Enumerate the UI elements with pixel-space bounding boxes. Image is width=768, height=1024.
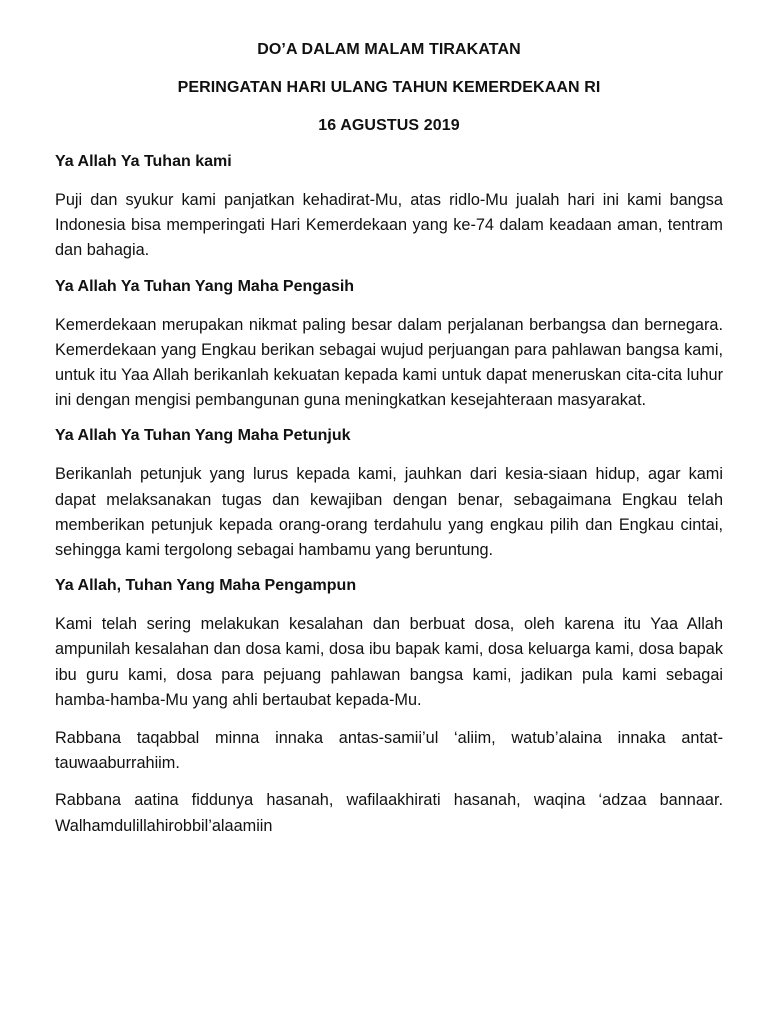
section-heading: Ya Allah Ya Tuhan Yang Maha Pengasih <box>55 277 355 295</box>
section-heading: Ya Allah Ya Tuhan kami <box>55 153 232 170</box>
section-paragraph: Puji dan syukur kami panjatkan kehadirat-Mu, atas ridlo-Mu jualah hari ini kami bangsa Indonesia bisa memperingati Hari Kemerdekaan yang ke-74 dalam keadaan aman, tentram dan bahagia. <box>55 191 723 260</box>
section-paragraph: Berikanlah petunjuk yang lurus kepada kami, jauhkan dari kesia-siaan hidup, agar kami dapat melaksanakan tugas dan kewajiban dengan benar, sebagaimana Engkau telah memberikan petunjuk kepada orang-orang terdahulu yang engkau pilih dan Engkau cintai, sehingga kami tergolong sebagai hambamu yang beruntung. <box>55 465 723 560</box>
section-paragraph: Kemerdekaan merupakan nikmat paling besar dalam perjalanan berbangsa dan bernegara. Kemerdekaan yang Engkau berikan sebagai wujud perjuangan para pahlawan bangsa kami, untuk itu Yaa Allah berikanlah kekuatan kepada kami untuk dapat meneruskan cita-cita luhur ini dengan mengisi pembangunan guna meningkatkan kesejahteraan masyarakat. <box>55 315 723 410</box>
closing-prayer: Rabbana aatina fiddunya hasanah, wafilaakhirati hasanah, waqina ‘adzaa bannaar. Walhamdulillahirobbil’alaamiin <box>55 791 723 835</box>
document-date: 16 AGUSTUS 2019 <box>318 117 460 134</box>
document-page <box>55 40 723 851</box>
document-subtitle: PERINGATAN HARI ULANG TAHUN KEMERDEKAAN RI <box>177 79 601 96</box>
section-paragraph: Kami telah sering melakukan kesalahan dan berbuat dosa, oleh karena itu Yaa Allah ampunilah kesalahan dan dosa kami, dosa ibu bapak kami, dosa keluarga kami, dosa bapak ibu guru kami, dosa para pejuang pahlawan bangsa kami, jadikan pula kami sebagai hamba-hamba-Mu yang ahli bertaubat kepada-Mu. <box>55 615 723 709</box>
section-heading: Ya Allah, Tuhan Yang Maha Pengampun <box>55 577 357 595</box>
closing-prayer: Rabbana taqabbal minna innaka antas-samii’ul ‘aliim, watub’alaina innaka antat-tauwaaburrahiim. <box>55 729 723 773</box>
section-heading: Ya Allah Ya Tuhan Yang Maha Petunjuk <box>55 427 351 445</box>
document-title: DO’A DALAM MALAM TIRAKATAN <box>257 41 521 58</box>
